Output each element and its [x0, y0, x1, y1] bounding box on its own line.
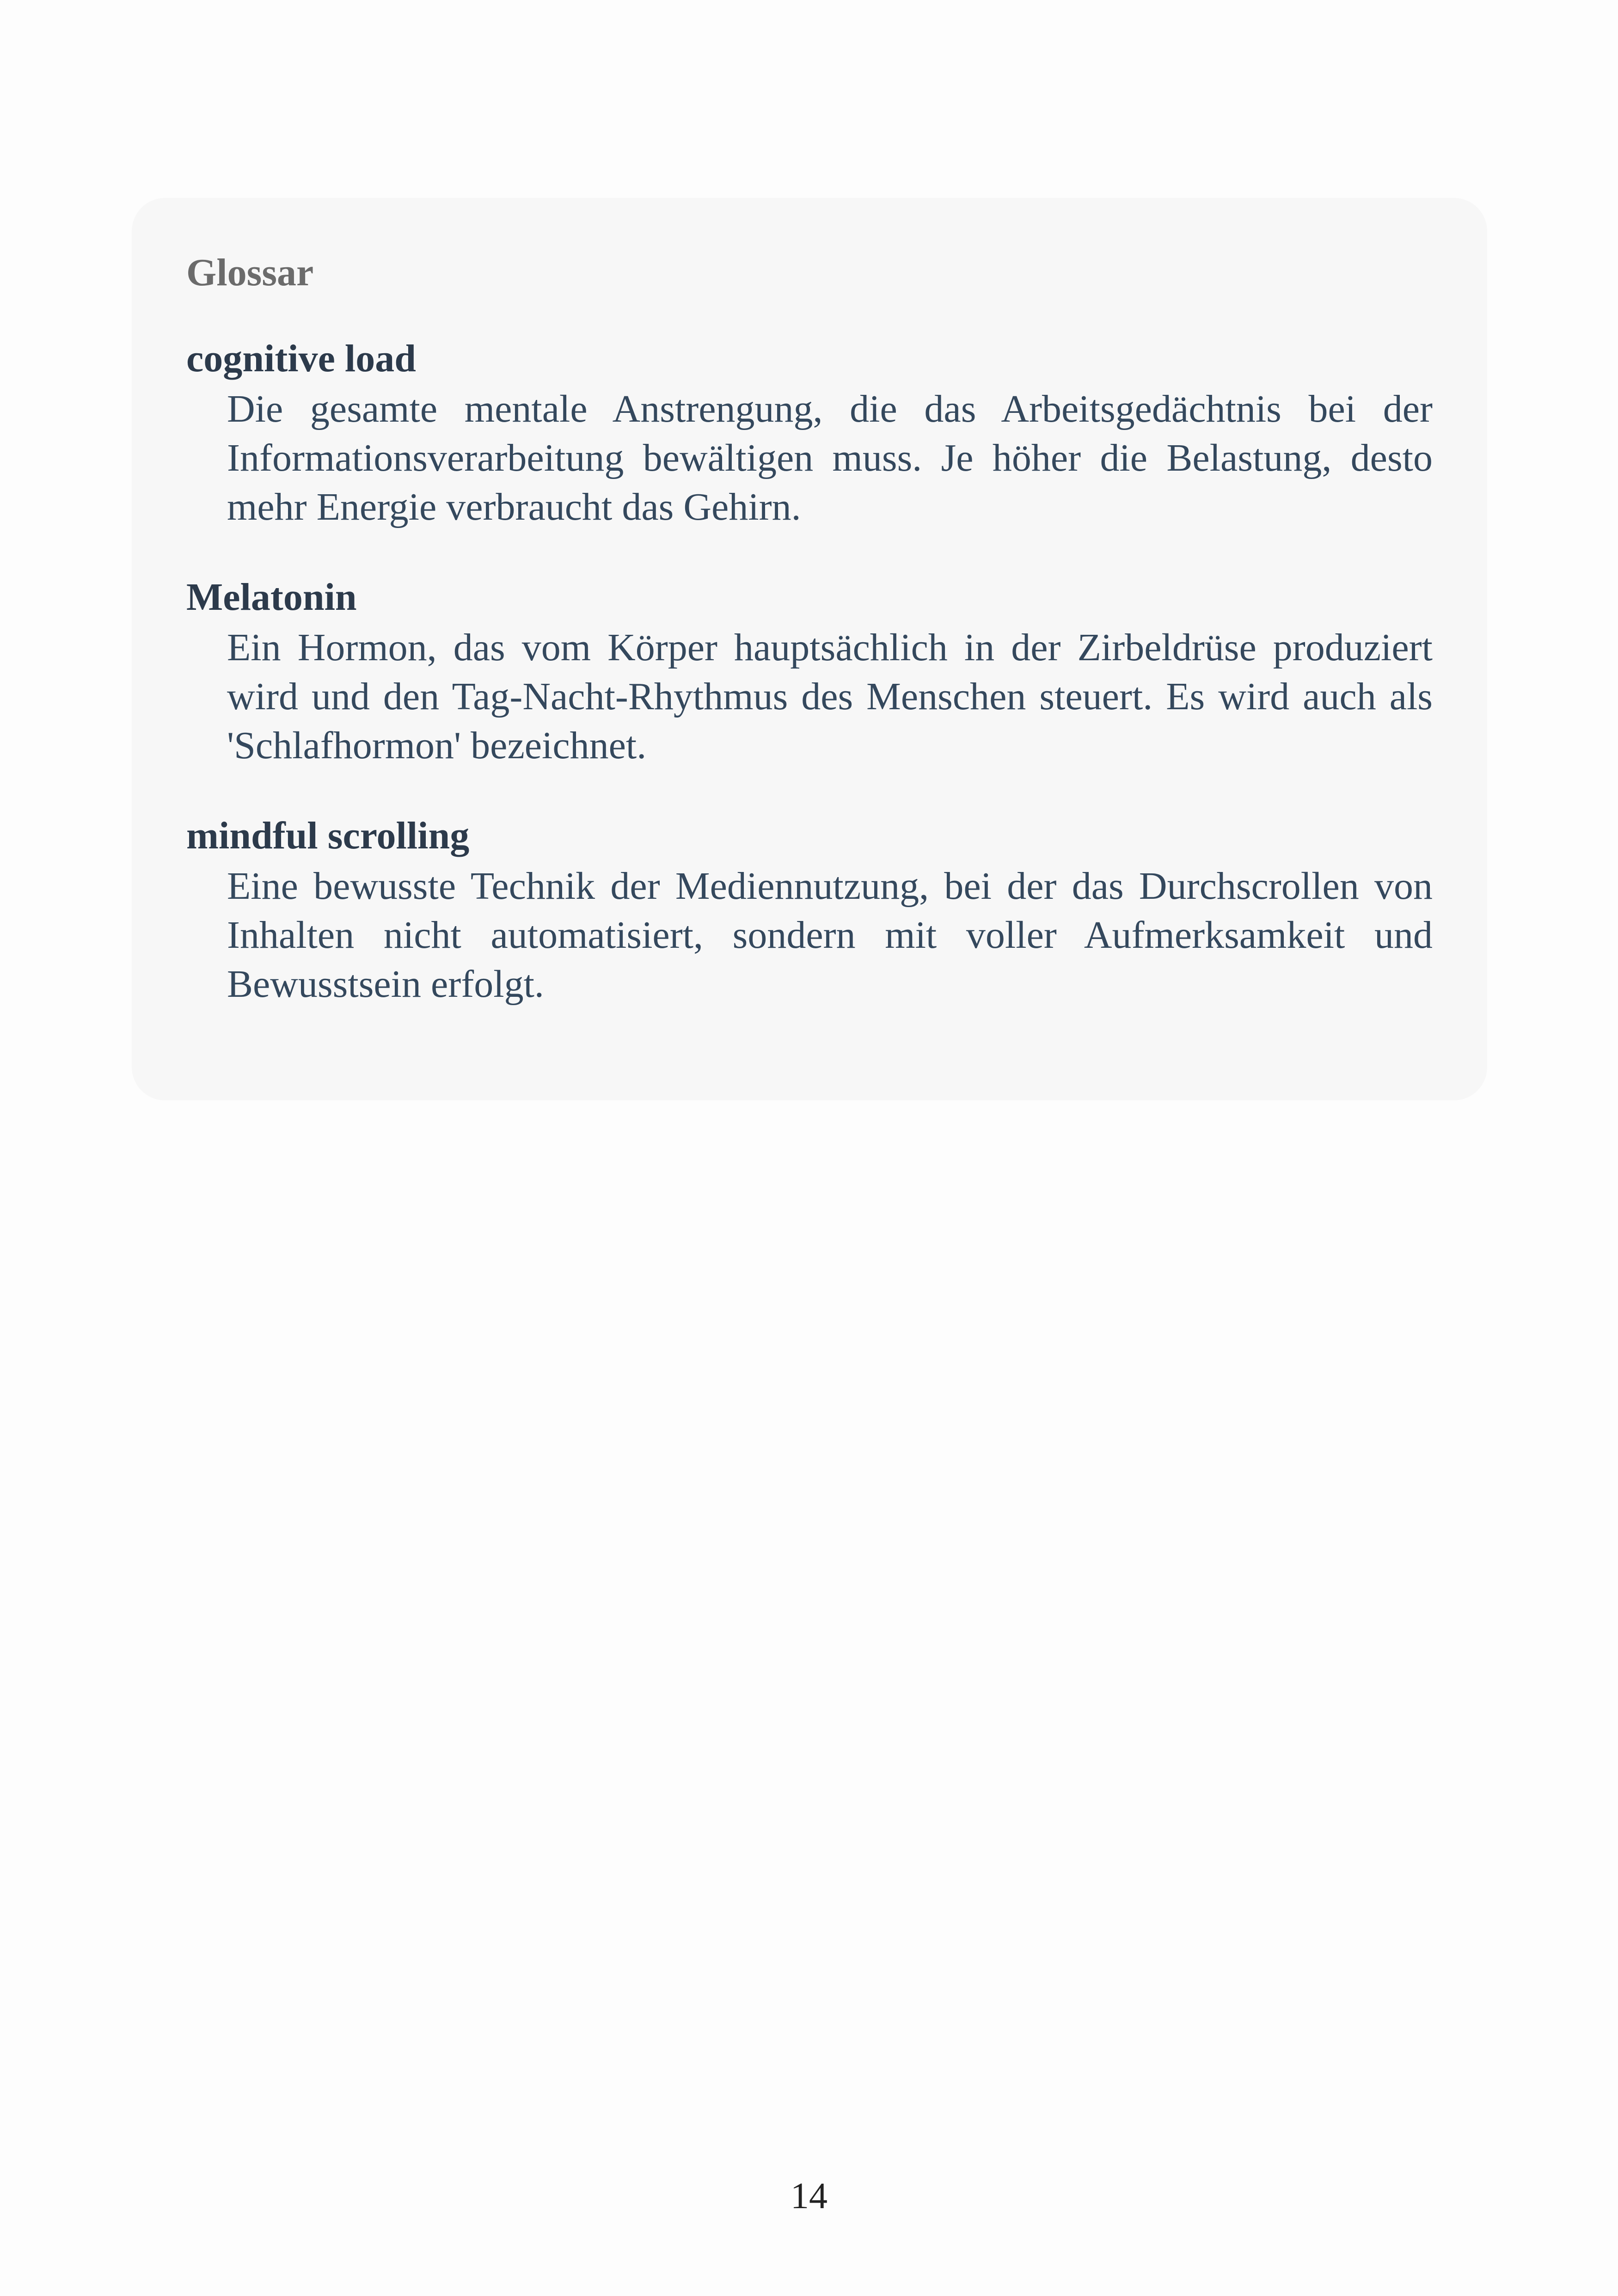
page-number: 14 [791, 2176, 827, 2216]
glossary-entry-cognitive-load [186, 336, 1433, 532]
glossary-definition: Ein Hormon, das vom Körper hauptsächlich in der Zirbeldrüse produziert wird und den Tag-Nacht-Rhythmus des Menschen steuert. Es wird auch als 'Schlafhormon' bezeichnet. [227, 626, 1433, 767]
glossary-entry-mindful-scrolling [186, 813, 1433, 1009]
glossary-definition: Die gesamte mentale Anstrengung, die das Arbeitsgedächtnis bei der Informationsverarbeitung bewältigen muss. Je höher die Belastung, desto mehr Energie verbraucht das Gehirn. [227, 387, 1433, 528]
glossary-term: cognitive load [186, 337, 416, 380]
glossary-entry-melatonin [186, 574, 1433, 770]
glossary-heading: Glossar [186, 251, 314, 294]
glossary-box [132, 198, 1487, 1100]
glossary-term: Melatonin [186, 576, 357, 619]
glossary-definition: Eine bewusste Technik der Mediennutzung, bei der das Durchscrollen von Inhalten nicht automatisiert, sondern mit voller Aufmerksamkeit und Bewusstsein erfolgt. [227, 865, 1433, 1006]
glossary-term: mindful scrolling [186, 814, 470, 857]
